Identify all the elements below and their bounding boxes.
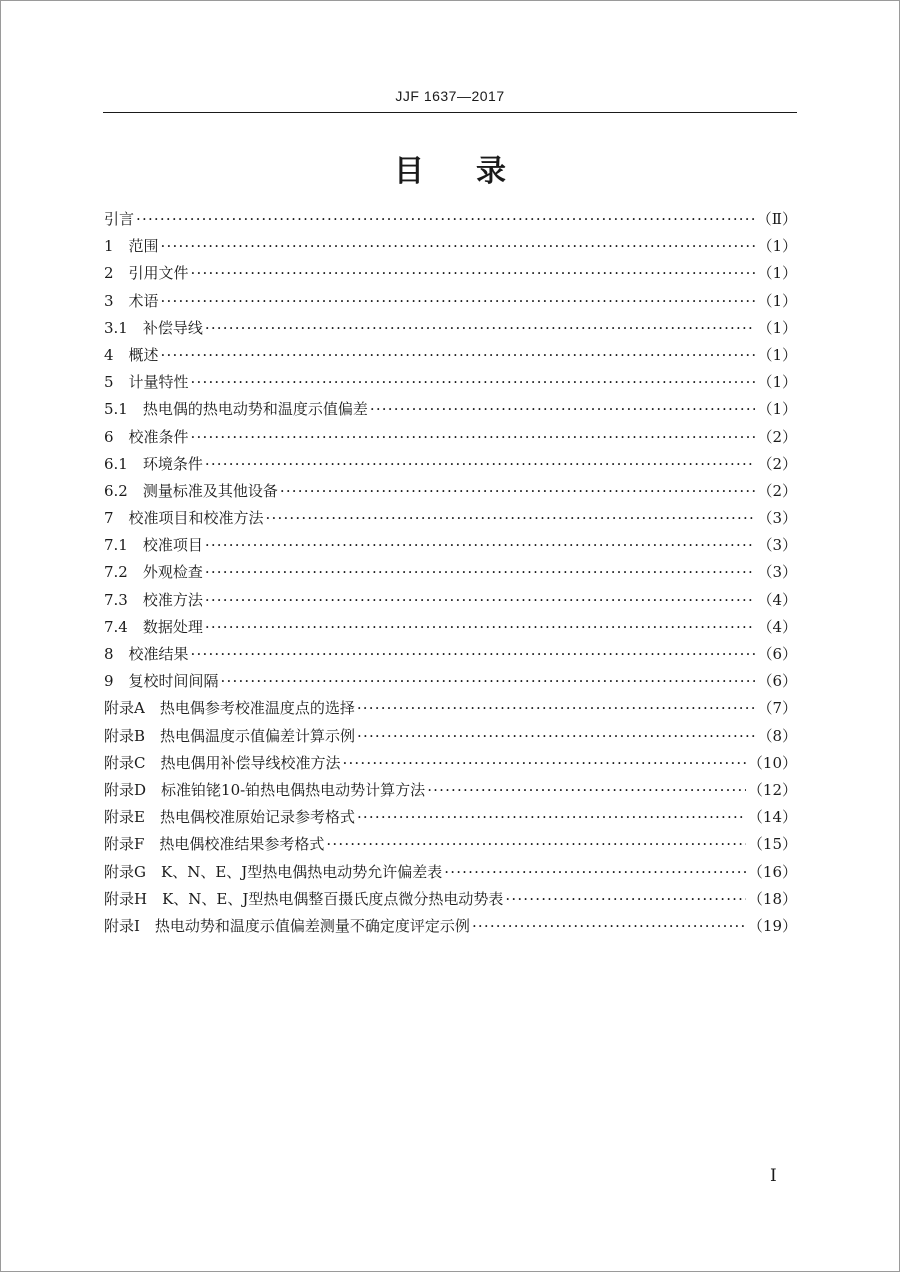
toc-entry[interactable] bbox=[104, 777, 797, 804]
toc-leader-dots bbox=[342, 750, 745, 777]
toc-entry[interactable] bbox=[104, 750, 797, 777]
toc-leader-dots bbox=[191, 424, 756, 451]
toc-entry-label: 4 概述 bbox=[104, 345, 159, 364]
toc-leader-dots bbox=[370, 396, 756, 423]
toc-entry-label: 引言 bbox=[104, 210, 135, 228]
document-code: JJF 1637—2017 bbox=[395, 88, 505, 104]
toc-entry-page: （2） bbox=[757, 481, 797, 500]
toc-leader-dots bbox=[357, 723, 755, 750]
toc-entry-page: （15） bbox=[747, 835, 797, 854]
toc-entry[interactable] bbox=[104, 260, 797, 287]
toc-leader-dots bbox=[136, 206, 755, 233]
toc-leader-dots bbox=[357, 695, 756, 722]
toc-entry-page: （3） bbox=[757, 563, 797, 582]
toc-entry[interactable] bbox=[104, 478, 797, 505]
toc-entry-page: （3） bbox=[757, 509, 797, 528]
toc-leader-dots bbox=[280, 478, 756, 505]
toc-entry-page: （4） bbox=[757, 590, 797, 609]
toc-entry[interactable] bbox=[104, 233, 797, 260]
toc-entry[interactable] bbox=[104, 342, 797, 369]
header-rule bbox=[103, 112, 797, 113]
toc-leader-dots bbox=[205, 315, 756, 342]
toc-entry[interactable] bbox=[104, 614, 797, 641]
toc-entry-page: （1） bbox=[757, 373, 797, 392]
page-number: Ⅰ bbox=[770, 1166, 777, 1186]
toc-entry[interactable] bbox=[104, 723, 797, 750]
toc-leader-dots bbox=[444, 859, 746, 886]
toc-list bbox=[104, 206, 797, 940]
toc-entry-page: （2） bbox=[757, 427, 797, 446]
toc-entry-label: 附录D 标准铂铑10-铂热电偶热电动势计算方法 bbox=[104, 780, 426, 799]
toc-entry[interactable] bbox=[104, 641, 797, 668]
toc-entry-label: 6.1 环境条件 bbox=[104, 454, 203, 473]
toc-leader-dots bbox=[191, 260, 756, 287]
toc-entry-label: 7.1 校准项目 bbox=[104, 536, 203, 555]
toc-entry-page: （10） bbox=[747, 753, 797, 772]
toc-entry-page: （14） bbox=[747, 808, 797, 827]
toc-leader-dots bbox=[221, 668, 756, 695]
toc-entry-label: 附录H K、N、E、J型热电偶整百摄氏度点微分热电动势表 bbox=[104, 889, 504, 908]
toc-leader-dots bbox=[161, 288, 756, 315]
toc-entry-page: （16） bbox=[747, 862, 797, 881]
toc-leader-dots bbox=[505, 886, 746, 913]
toc-entry-page: （18） bbox=[747, 889, 797, 908]
toc-entry-label: 附录E 热电偶校准原始记录参考格式 bbox=[104, 808, 355, 827]
toc-entry-page: （1） bbox=[757, 318, 797, 337]
toc-entry-label: 附录G K、N、E、J型热电偶热电动势允许偏差表 bbox=[104, 862, 443, 881]
toc-entry[interactable] bbox=[104, 206, 797, 233]
toc-entry-label: 附录I 热电动势和温度示值偏差测量不确定度评定示例 bbox=[104, 916, 470, 935]
toc-entry-page: （1） bbox=[757, 400, 797, 419]
toc-entry-page: （4） bbox=[757, 617, 797, 636]
toc-entry-page: （1） bbox=[757, 291, 797, 310]
toc-entry-page: （1） bbox=[757, 237, 797, 256]
toc-entry[interactable] bbox=[104, 859, 797, 886]
toc-entry-label: 7.2 外观检查 bbox=[104, 563, 203, 582]
toc-entry-page: （7） bbox=[757, 699, 797, 718]
toc-entry-label: 3 术语 bbox=[104, 291, 159, 310]
toc-entry-label: 6.2 测量标准及其他设备 bbox=[104, 481, 278, 500]
toc-entry-label: 7 校准项目和校准方法 bbox=[104, 509, 264, 528]
toc-entry-label: 8 校准结果 bbox=[104, 645, 189, 663]
toc-entry[interactable] bbox=[104, 804, 797, 831]
toc-entry[interactable] bbox=[104, 913, 797, 940]
toc-leader-dots bbox=[205, 451, 756, 478]
toc-entry-label: 7.3 校准方法 bbox=[104, 590, 203, 609]
toc-leader-dots bbox=[266, 505, 756, 532]
toc-entry-label: 2 引用文件 bbox=[104, 264, 189, 283]
toc-entry-label: 7.4 数据处理 bbox=[104, 617, 203, 636]
toc-entry-page: （1） bbox=[757, 345, 797, 364]
toc-entry[interactable] bbox=[104, 451, 797, 478]
toc-entry-page: （3） bbox=[757, 536, 797, 555]
toc-entry[interactable] bbox=[104, 315, 797, 342]
toc-entry-page: （1） bbox=[757, 264, 797, 283]
toc-entry-page: （6） bbox=[757, 645, 797, 663]
toc-leader-dots bbox=[205, 532, 756, 559]
toc-entry[interactable] bbox=[104, 505, 797, 532]
toc-leader-dots bbox=[205, 559, 756, 586]
toc-leader-dots bbox=[161, 342, 756, 369]
toc-entry[interactable] bbox=[104, 587, 797, 614]
toc-leader-dots bbox=[205, 587, 756, 614]
toc-entry[interactable] bbox=[104, 668, 797, 695]
toc-leader-dots bbox=[191, 369, 756, 396]
toc-entry-label: 6 校准条件 bbox=[104, 427, 189, 446]
toc-entry-label: 附录C 热电偶用补偿导线校准方法 bbox=[104, 753, 341, 772]
toc-leader-dots bbox=[326, 831, 745, 858]
toc-entry-page: （8） bbox=[757, 726, 797, 745]
toc-entry[interactable] bbox=[104, 369, 797, 396]
toc-entry-label: 1 范围 bbox=[104, 237, 159, 256]
toc-entry[interactable] bbox=[104, 695, 797, 722]
toc-leader-dots bbox=[357, 804, 746, 831]
toc-entry-label: 附录A 热电偶参考校准温度点的选择 bbox=[104, 699, 355, 718]
toc-entry[interactable] bbox=[104, 424, 797, 451]
toc-entry[interactable] bbox=[104, 559, 797, 586]
toc-entry-label: 附录F 热电偶校准结果参考格式 bbox=[104, 835, 325, 854]
toc-entry-label: 5 计量特性 bbox=[104, 373, 189, 392]
toc-entry-label: 5.1 热电偶的热电动势和温度示值偏差 bbox=[104, 400, 368, 419]
toc-entry-label: 3.1 补偿导线 bbox=[104, 318, 203, 337]
toc-entry-page: （Ⅱ） bbox=[756, 210, 797, 228]
toc-leader-dots bbox=[472, 913, 746, 940]
toc-leader-dots bbox=[427, 777, 746, 804]
toc-entry-page: （12） bbox=[747, 780, 797, 799]
toc-title: 目录 bbox=[394, 154, 558, 189]
toc-leader-dots bbox=[191, 641, 756, 668]
toc-entry[interactable] bbox=[104, 831, 797, 858]
toc-leader-dots bbox=[161, 233, 756, 260]
toc-entry[interactable] bbox=[104, 396, 797, 423]
toc-entry-page: （6） bbox=[757, 672, 797, 691]
toc-entry[interactable] bbox=[104, 288, 797, 315]
toc-entry[interactable] bbox=[104, 532, 797, 559]
toc-entry-page: （2） bbox=[757, 454, 797, 473]
toc-entry[interactable] bbox=[104, 886, 797, 913]
toc-entry-label: 附录B 热电偶温度示值偏差计算示例 bbox=[104, 726, 356, 745]
toc-leader-dots bbox=[205, 614, 756, 641]
toc-entry-page: （19） bbox=[747, 916, 797, 935]
toc-entry-label: 9 复校时间间隔 bbox=[104, 672, 219, 691]
